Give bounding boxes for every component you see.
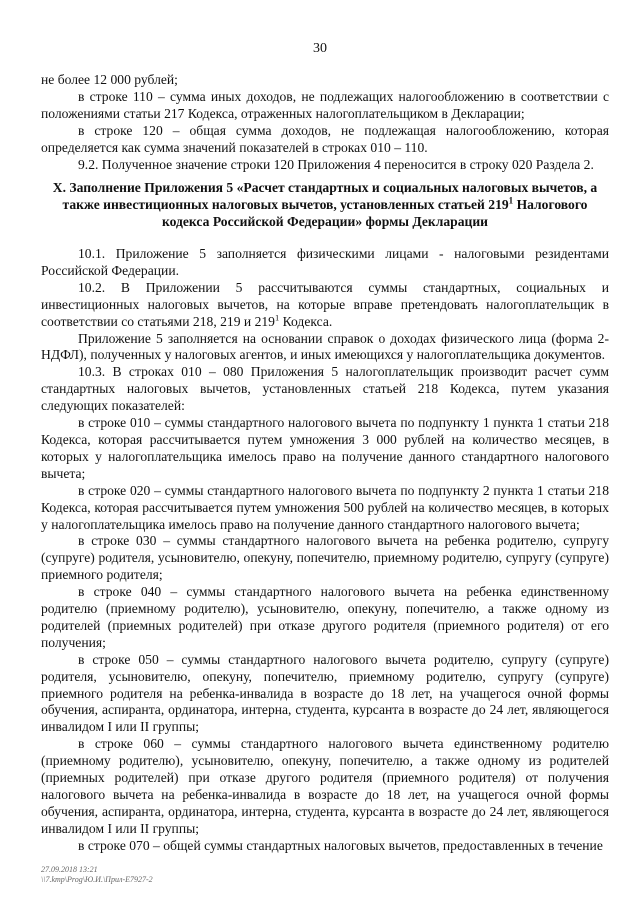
paragraph: в строке 060 – суммы стандартного налогового вычета единственному родителю (приемному родителю), усыновителю, опекуну, попечителю, а также одному из родителей (приемных родителей) при отказе другого родителя (приемного родителя) от получения налогового вычета на ребенка-инвалида в возрасте до 18 лет, на учащегося очной формы обучения, аспиранта, ординатора, интерна, студента, курсанта в возрасте до 24 лет, являющегося инвалидом I или II группы; bbox=[41, 736, 609, 836]
paragraph: не более 12 000 рублей; bbox=[41, 72, 178, 87]
top-text-block bbox=[41, 72, 609, 173]
paragraph: в строке 010 – суммы стандартного налогового вычета по подпункту 1 пункта 1 статьи 218 Кодекса, которая рассчитывается путем умножения 3 000 рублей на количество месяцев, в которых у налогоплательщика имелось право на получение данного стандартного налогового вычета; bbox=[41, 415, 609, 481]
section-body bbox=[41, 246, 609, 855]
paragraph: в строке 020 – суммы стандартного налогового вычета по подпункту 2 пункта 1 статьи 218 Кодекса, которая рассчитывается путем умножения 500 рублей на количество месяцев, в которых у налогоплательщика имелось право на получение данного стандартного налогового вычета; bbox=[41, 482, 609, 532]
footer-stamp bbox=[41, 865, 153, 885]
footer-date: 27.09.2018 13:21 bbox=[41, 865, 98, 874]
paragraph: в строке 070 – общей суммы стандартных налоговых вычетов, предоставленных в течение bbox=[78, 837, 603, 853]
paragraph: в строке 050 – суммы стандартного налогового вычета родителю, супругу (супруге) родителя, усыновителю, опекуну, попечителю, приемному родителю, супругу (супруге) приемного родителя на ребенка-инвалида в возрасте до 18 лет, на учащегося очной формы обучения, аспиранта, ординатора, интерна, студента, курсанта в возрасте до 24 лет, являющегося инвалидом I или II группы; bbox=[41, 651, 609, 735]
footer-path: \\7.kmp\Prog\Ю.И.\Прил-Е7927-2 bbox=[41, 875, 153, 884]
paragraph-superscript: 1 bbox=[274, 312, 280, 323]
section-heading bbox=[41, 180, 609, 231]
paragraph-text: 10.2. В Приложении 5 рассчитываются суммы стандартных, социальных и инвестиционных налоговых вычетов, на которые вправе претендовать налогоплательщик в соответствии со статьями 218, 219 и 219 bbox=[41, 279, 609, 329]
paragraph: Приложение 5 заполняется на основании справок о доходах физического лица (форма 2-НДФЛ), полученных у налоговых агентов, и иных имеющихся у налогоплательщика документов. bbox=[41, 330, 609, 363]
paragraph: в строке 110 – сумма иных доходов, не подлежащих налогообложению в соответствии с положениями статьи 217 Кодекса, отраженных налогоплательщиком в Декларации; bbox=[41, 88, 609, 121]
page-number: 30 bbox=[313, 41, 327, 56]
paragraph: 10.1. Приложение 5 заполняется физическими лицами - налоговыми резидентами Российской Федерации. bbox=[41, 246, 609, 278]
heading-superscript: 1 bbox=[508, 195, 514, 206]
heading-text-end: Налогового кодекса Российской Федерации» формы Декларации bbox=[161, 196, 588, 229]
heading-text: X. Заполнение Приложения 5 «Расчет стандартных и социальных налоговых вычетов, а также инвестиционных налоговых вычетов, установленных статьей 219 bbox=[52, 180, 598, 212]
paragraph: 10.3. В строках 010 – 080 Приложения 5 налогоплательщик производит расчет сумм стандартных налоговых вычетов, установленных статьей 218 Кодекса, путем указания следующих показателей: bbox=[41, 364, 609, 414]
paragraph: в строке 030 – суммы стандартного налогового вычета на ребенка родителю, супругу (супруге) родителя, усыновителю, опекуну, попечителю, приемному родителю, супругу (супруге) приемного родителя; bbox=[41, 533, 609, 583]
paragraph-text-end: Кодекса. bbox=[279, 313, 333, 329]
paragraph: в строке 040 – суммы стандартного налогового вычета на ребенка единственному родителю (приемному родителю), усыновителю, опекуну, попечителю, а также одному из родителей (приемных родителей) при отказе другого родителя (приемного родителя) от его получения; bbox=[41, 584, 609, 650]
paragraph bbox=[41, 280, 609, 331]
paragraph: в строке 120 – общая сумма доходов, не подлежащая налогообложению, которая определяется как сумма значений показателей в строках 010 – 110. bbox=[41, 122, 609, 155]
paragraph: 9.2. Полученное значение строки 120 Приложения 4 переносится в строку 020 Раздела 2. bbox=[78, 156, 594, 172]
